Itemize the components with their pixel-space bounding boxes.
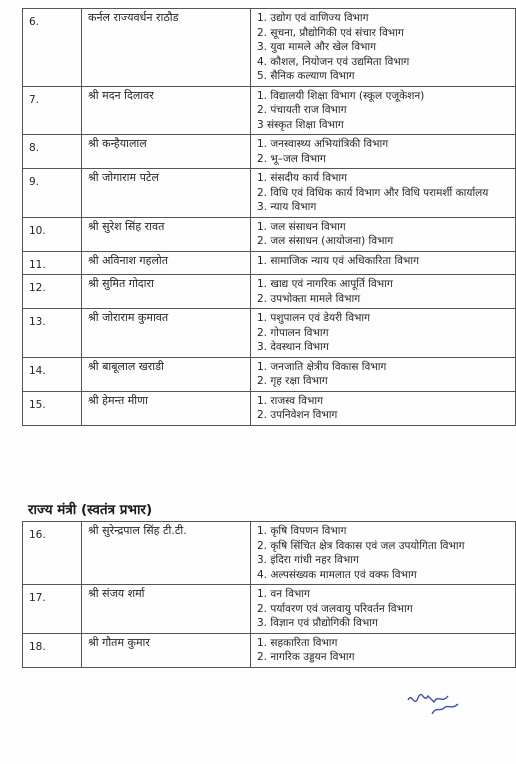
department-item: 1. राजस्व विभाग: [257, 394, 323, 407]
department-item: 1. जल संसाधन विभाग: [257, 220, 346, 233]
department-item: 2. नागरिक उड्डयन विभाग: [257, 651, 355, 663]
serial-number: 8.: [23, 135, 82, 169]
minister-name: श्री सुरेश सिंह रावत: [82, 217, 251, 251]
department-item: 1. पशुपालन एवं डेयरी विभाग: [257, 312, 371, 324]
department-item: 1. जनस्वास्थ्य अभियांत्रिकी विभाग: [257, 138, 389, 150]
department-list: [257, 254, 509, 269]
minister-name: कर्नल राज्यवर्धन राठौड: [82, 9, 251, 87]
serial-number: 6.: [23, 9, 82, 87]
serial-number: 12.: [23, 275, 82, 309]
minister-name: श्री अविनाश गहलोत: [82, 251, 251, 275]
minister-name: श्री जोराराम कुमावत: [82, 309, 251, 358]
department-item: 3. न्याय विभाग: [257, 201, 317, 213]
department-item: 3 संस्कृत शिक्षा विभाग: [257, 118, 344, 131]
minister-name: श्री जोगाराम पटेल: [82, 169, 251, 218]
department-item: 2. भू–जल विभाग: [257, 152, 326, 165]
department-item: 3. देवस्थान विभाग: [257, 341, 329, 353]
department-item: 2. कृषि सिंचित क्षेत्र विकास एवं जल उपयोगिता विभाग: [257, 539, 465, 552]
department-list: [257, 394, 509, 423]
department-item: 1. सामाजिक न्याय एवं अधिकारिता विभाग: [257, 254, 420, 267]
department-cell: [251, 357, 516, 391]
department-item: 3. इंदिरा गांधी नहर विभाग: [257, 554, 359, 566]
department-cell: [251, 217, 516, 251]
table-row: [23, 585, 516, 634]
department-cell: [251, 585, 516, 634]
serial-number: 7.: [23, 86, 82, 135]
ministers-table: [22, 8, 516, 426]
department-cell: [251, 135, 516, 169]
department-list: [257, 360, 509, 389]
minister-name: श्री कन्हैयालाल: [82, 135, 251, 169]
minister-name: श्री सुरेन्द्रपाल सिंह टी.टी.: [82, 522, 251, 585]
department-list: [257, 311, 509, 355]
department-item: 1. सहकारिता विभाग: [257, 636, 338, 649]
department-item: 2. गृह रक्षा विभाग: [257, 375, 328, 387]
department-item: 3. युवा मामले और खेल विभाग: [257, 41, 377, 53]
department-item: 2. उपनिवेशन विभाग: [257, 409, 338, 421]
serial-number: 10.: [23, 217, 82, 251]
department-item: 1. वन विभाग: [257, 588, 310, 600]
department-item: 4. अल्पसंख्यक मामलात एवं वक्फ विभाग: [257, 568, 417, 581]
section-heading: राज्य मंत्री (स्वतंत्र प्रभार): [28, 502, 153, 518]
department-item: 1. खाद्य एवं नागरिक आपूर्ति विभाग: [257, 278, 393, 290]
department-item: 1. जनजाति क्षेत्रीय विकास विभाग: [257, 360, 387, 373]
table-row: [23, 357, 516, 391]
minister-name: श्री सुमित गोदारा: [82, 275, 251, 309]
minister-name: श्री मदन दिलावर: [82, 86, 251, 135]
minister-name: श्री हेमन्त मीणा: [82, 391, 251, 425]
department-item: 2. उपभोक्ता मामले विभाग: [257, 292, 361, 305]
serial-number: 18.: [23, 633, 82, 667]
table-row: [23, 309, 516, 358]
department-cell: [251, 9, 516, 87]
department-item: 1. विद्यालयी शिक्षा विभाग (स्कूल एजूकेशन): [257, 89, 425, 102]
department-cell: [251, 633, 516, 667]
department-item: 2. विधि एवं विधिक कार्य विभाग और विधि परामर्शी कार्यालय: [257, 186, 489, 199]
department-list: [257, 137, 509, 166]
table-row: [23, 9, 516, 87]
table-row: [23, 251, 516, 275]
serial-number: 14.: [23, 357, 82, 391]
department-item: 2. सूचना, प्रौद्योगिकी एवं संचार विभाग: [257, 26, 404, 39]
table-row: [23, 169, 516, 218]
department-item: 5. सैनिक कल्याण विभाग: [257, 70, 355, 82]
department-list: [257, 11, 509, 84]
signature-mark: [404, 690, 464, 720]
department-item: 2. पंचायती राज विभाग: [257, 104, 347, 116]
table-row: [23, 135, 516, 169]
department-cell: [251, 309, 516, 358]
serial-number: 16.: [23, 522, 82, 585]
state-ministers-table: [22, 521, 516, 668]
department-item: 3. विज्ञान एवं प्रौद्योगिकी विभाग: [257, 617, 378, 629]
table-row: [23, 217, 516, 251]
department-list: [257, 587, 509, 631]
minister-name: श्री गौतम कुमार: [82, 633, 251, 667]
department-list: [257, 636, 509, 665]
department-list: [257, 220, 509, 249]
table-row: [23, 275, 516, 309]
department-item: 1. उद्योग एवं वाणिज्य विभाग: [257, 12, 369, 24]
department-item: 2. जल संसाधन (आयोजना) विभाग: [257, 235, 394, 247]
table-row: [23, 522, 516, 585]
serial-number: 9.: [23, 169, 82, 218]
serial-number: 15.: [23, 391, 82, 425]
department-item: 2. पर्यावरण एवं जलवायु परिवर्तन विभाग: [257, 602, 413, 615]
serial-number: 13.: [23, 309, 82, 358]
department-item: 2. गोपालन विभाग: [257, 326, 329, 339]
department-item: 1. संसदीय कार्य विभाग: [257, 172, 348, 184]
minister-name: श्री संजय शर्मा: [82, 585, 251, 634]
department-cell: [251, 86, 516, 135]
minister-name: श्री बाबूलाल खराडी: [82, 357, 251, 391]
serial-number: 17.: [23, 585, 82, 634]
department-cell: [251, 391, 516, 425]
department-list: [257, 89, 509, 133]
department-cell: [251, 522, 516, 585]
department-cell: [251, 275, 516, 309]
department-cell: [251, 251, 516, 275]
department-item: 1. कृषि विपणन विभाग: [257, 525, 347, 537]
table-row: [23, 86, 516, 135]
table-row: [23, 633, 516, 667]
department-list: [257, 171, 509, 215]
department-list: [257, 277, 509, 306]
department-item: 4. कौशल, नियोजन एवं उद्यमिता विभाग: [257, 55, 410, 68]
department-cell: [251, 169, 516, 218]
table-row: [23, 391, 516, 425]
serial-number: 11.: [23, 251, 82, 275]
department-list: [257, 524, 509, 582]
